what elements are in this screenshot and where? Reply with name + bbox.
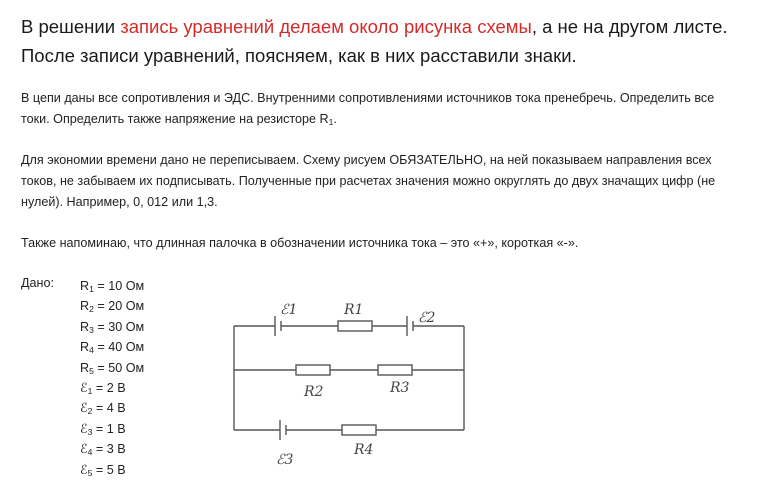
given-item: ℰ$_4$ = 3 В bbox=[80, 442, 126, 458]
task-end: . bbox=[333, 112, 337, 126]
e2-label: ℰ2 bbox=[418, 310, 436, 326]
r3-resistor bbox=[378, 365, 412, 375]
heading-highlight: запись уравнений делаем около рисунка схемы bbox=[120, 16, 532, 37]
given-item: $R_5 = 50$ Ом bbox=[80, 360, 145, 376]
given-item: $R_2 = 20$ Ом bbox=[80, 299, 145, 315]
circuit-diagram bbox=[218, 292, 504, 472]
page-heading bbox=[21, 12, 746, 70]
e3-label: ℰ3 bbox=[276, 452, 294, 468]
task-subscript: 1 bbox=[328, 117, 334, 127]
r1-label: R1 bbox=[344, 302, 364, 318]
given-item: ℰ$_1$ = 2 В bbox=[80, 380, 126, 396]
given-item: ℰ$_2$ = 4 В bbox=[80, 401, 126, 417]
given-item: $R_4 = 40$ Ом bbox=[80, 340, 145, 356]
given-item: $R_1 = 10$ Ом bbox=[80, 279, 145, 294]
given-list bbox=[80, 276, 144, 480]
r4-resistor bbox=[342, 425, 376, 435]
given-item: ℰ$_3$ = 1 В bbox=[80, 421, 126, 437]
task-text: В цепи даны все сопротивления и ЭДС. Внутренними сопротивлениями источников тока пренебречь. Определить все токи. Определить также напряжение на резисторе R bbox=[21, 91, 715, 126]
r1-resistor bbox=[338, 321, 372, 331]
r3-label: R3 bbox=[390, 380, 410, 396]
reminder-paragraph: Также напоминаю, что длинная палочка в обозначении источника тока – это «+», короткая «-». bbox=[21, 236, 579, 250]
economy-paragraph: Для экономии времени дано не переписываем. Схему рисуем ОБЯЗАТЕЛЬНО, на ней показываем направления всех токов, не забываем их подписывать. Полученные при расчетах значения можно округлять до двух значащих цифр (не нулей). Например, 0, 012 или 1,3. bbox=[21, 153, 716, 209]
heading-part2: , а не на другом листе. После записи уравнений, поясняем, как в них расставили знаки. bbox=[21, 16, 728, 66]
r2-resistor bbox=[296, 365, 330, 375]
circuit-svg bbox=[218, 292, 504, 472]
given-item: $R_3 = 30$ Ом bbox=[80, 319, 145, 335]
given-item: ℰ$_5$ = 5 В bbox=[80, 462, 126, 478]
heading-part1: В решении bbox=[21, 16, 121, 37]
r2-label: R2 bbox=[304, 384, 324, 400]
given-label: Дано: bbox=[21, 276, 54, 290]
r4-label: R4 bbox=[354, 442, 374, 458]
e1-label: ℰ1 bbox=[280, 302, 298, 318]
task-paragraph bbox=[21, 88, 746, 133]
